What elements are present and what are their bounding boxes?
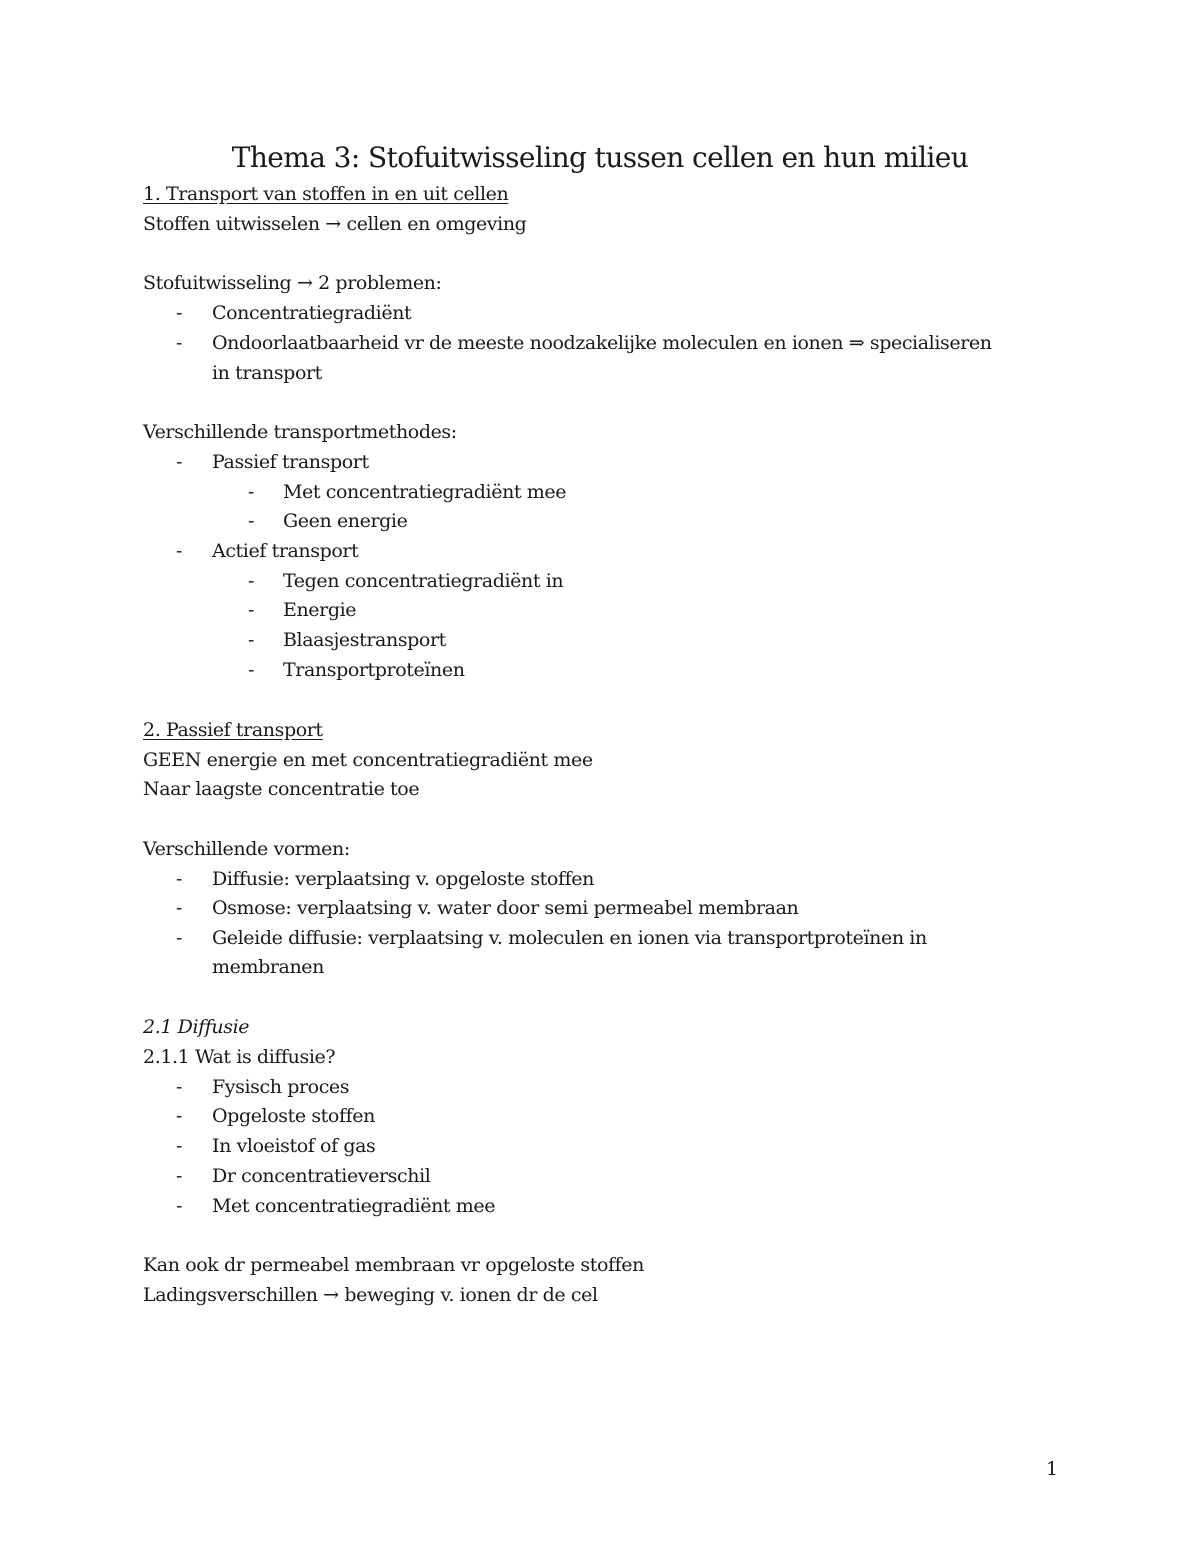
page-number: 1 [1046, 1458, 1059, 1480]
bullet-dash: - [176, 540, 183, 562]
bullet-dash: - [248, 599, 255, 621]
list-item: Geleide diffusie: verplaatsing v. moleculen en ionen via transportproteïnen in [212, 927, 927, 949]
sub-list-item: Blaasjestransport [283, 629, 446, 651]
list-item: Opgeloste stoffen [212, 1105, 375, 1127]
list-item: Osmose: verplaatsing v. water door semi permeabel membraan [212, 897, 799, 919]
list-item: Met concentratiegradiënt mee [212, 1195, 496, 1217]
list-item: Diffusie: verplaatsing v. opgeloste stoffen [212, 868, 594, 890]
bullet-dash: - [176, 1105, 183, 1127]
sub-list-item: Transportproteïnen [283, 659, 465, 681]
paragraph-line: Stoffen uitwisselen → cellen en omgeving [143, 213, 527, 235]
list-item: Concentratiegradiënt [212, 302, 412, 324]
bullet-dash: - [176, 1165, 183, 1187]
section-1-heading: 1. Transport van stoffen in en uit cellen [143, 183, 509, 205]
sub-list-item: Met concentratiegradiënt mee [283, 481, 567, 503]
bullet-dash: - [176, 868, 183, 890]
paragraph-line: Verschillende vormen: [143, 838, 350, 860]
document-title: Thema 3: Stofuitwisseling tussen cellen en hun milieu [231, 141, 969, 174]
sub-list-item: Energie [283, 599, 357, 621]
paragraph-line: Ladingsverschillen → beweging v. ionen dr de cel [143, 1284, 598, 1306]
bullet-dash: - [176, 1135, 183, 1157]
list-item: Passief transport [212, 451, 369, 473]
list-item: Ondoorlaatbaarheid vr de meeste noodzakelijke moleculen en ionen ⇒ specialiseren [212, 332, 992, 354]
list-item-continuation: membranen [212, 956, 324, 978]
section-2-heading: 2. Passief transport [143, 719, 323, 741]
bullet-dash: - [176, 451, 183, 473]
bullet-dash: - [248, 629, 255, 651]
bullet-dash: - [248, 570, 255, 592]
subsection-heading: 2.1.1 Wat is diffusie? [143, 1046, 336, 1068]
paragraph-line: GEEN energie en met concentratiegradiënt mee [143, 749, 593, 771]
list-item-continuation: in transport [212, 362, 322, 384]
paragraph-line: Naar laagste concentratie toe [143, 778, 420, 800]
sub-list-item: Tegen concentratiegradiënt in [283, 570, 564, 592]
bullet-dash: - [176, 302, 183, 324]
bullet-dash: - [248, 510, 255, 532]
list-item: Actief transport [212, 540, 359, 562]
bullet-dash: - [248, 659, 255, 681]
paragraph-line: Kan ook dr permeabel membraan vr opgeloste stoffen [143, 1254, 644, 1276]
list-item: Fysisch proces [212, 1076, 350, 1098]
section-2-1-heading: 2.1 Diffusie [143, 1016, 250, 1038]
paragraph-line: Stofuitwisseling → 2 problemen: [143, 272, 442, 294]
bullet-dash: - [248, 481, 255, 503]
list-item: In vloeistof of gas [212, 1135, 376, 1157]
bullet-dash: - [176, 332, 183, 354]
bullet-dash: - [176, 927, 183, 949]
bullet-dash: - [176, 1076, 183, 1098]
list-item: Dr concentratieverschil [212, 1165, 431, 1187]
paragraph-line: Verschillende transportmethodes: [143, 421, 457, 443]
sub-list-item: Geen energie [283, 510, 408, 532]
bullet-dash: - [176, 897, 183, 919]
bullet-dash: - [176, 1195, 183, 1217]
